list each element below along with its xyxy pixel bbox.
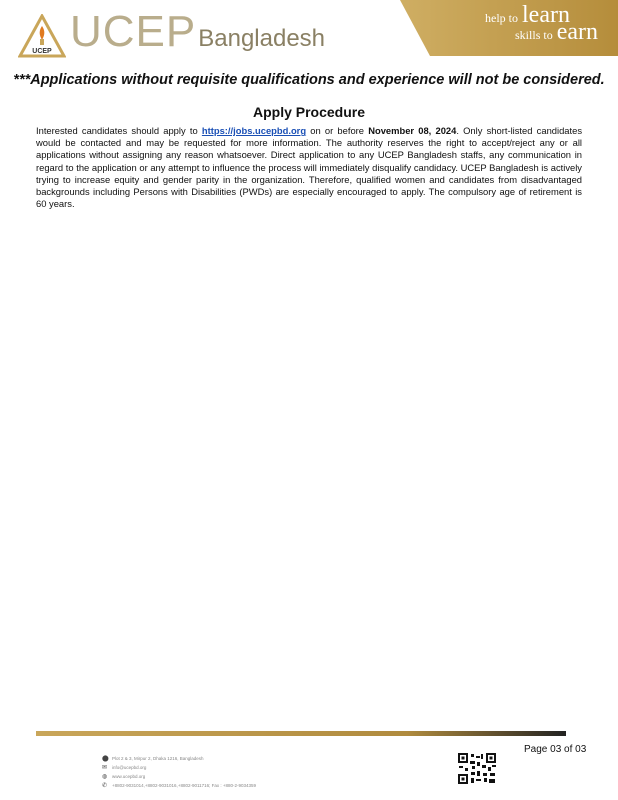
- deadline-date: November 08, 2024: [368, 125, 457, 136]
- logo-wordmark: [70, 6, 325, 58]
- tagline-skills-to: skills to: [515, 28, 553, 42]
- qr-code-icon: [457, 752, 497, 785]
- contact-email[interactable]: info@ucepbd.org: [112, 765, 147, 770]
- globe-icon: ◍: [102, 774, 108, 780]
- apply-procedure-heading: Apply Procedure: [252, 104, 366, 120]
- contact-phone: +8802-9031014,+8802-9031016,+8802-9011716; Fax : +880-2-9034359: [112, 783, 257, 788]
- contact-website[interactable]: www.ucepbd.org: [112, 774, 146, 779]
- phone-icon: ✆: [102, 783, 108, 789]
- qualification-warning: ***Applications without requisite qualifications and experience will not be considered.: [13, 72, 605, 88]
- location-pin-icon: ⬤: [102, 756, 109, 762]
- logo-badge-text: UCEP: [32, 48, 52, 55]
- contact-website-row: [102, 772, 256, 781]
- page-number: Page 03 of 03: [524, 744, 587, 755]
- envelope-icon: ✉: [102, 765, 108, 771]
- footer-contacts: [102, 754, 256, 790]
- tagline-help-to: help to: [485, 11, 519, 25]
- contact-address: Plot 2 & 3, Mirpur 2, Dhaka 1216, Bangladesh: [112, 756, 204, 761]
- para-rest: . Only short-listed candidates would be contacted and may be requested for more information. The authority reserves the right to accept/reject any or all applications without assigning any reason whatsoever. Direct application to any UCEP Bangladesh staffs, any communication in regard to the application or any attempt to influence the process will immediately disqualify candidacy. UCEP Bangladesh is actively trying to increase equity and gender parity in the organization. Therefore, qualified women and candidates from disadvantaged backgrounds including Persons with Disabilities (PWDs) are especially encouraged to apply. The compulsory age of retirement is 60 years.: [36, 125, 583, 210]
- apply-procedure-paragraph: [36, 125, 582, 210]
- contact-email-row: [102, 763, 256, 772]
- para-mid: on or before: [306, 125, 369, 136]
- contact-address-row: [102, 754, 256, 763]
- footer-divider: [36, 731, 566, 736]
- para-intro: Interested candidates should apply to: [36, 125, 202, 136]
- ucep-logo-icon: [18, 14, 66, 58]
- apply-link[interactable]: https://jobs.ucepbd.org: [201, 125, 307, 136]
- tagline-earn: earn: [556, 19, 598, 45]
- logo-ucep-word: UCEP: [70, 7, 197, 56]
- logo-country-word: Bangladesh: [198, 25, 326, 52]
- tagline: [485, 2, 598, 46]
- tagline-learn: learn: [522, 2, 570, 28]
- contact-phone-row: [102, 781, 256, 790]
